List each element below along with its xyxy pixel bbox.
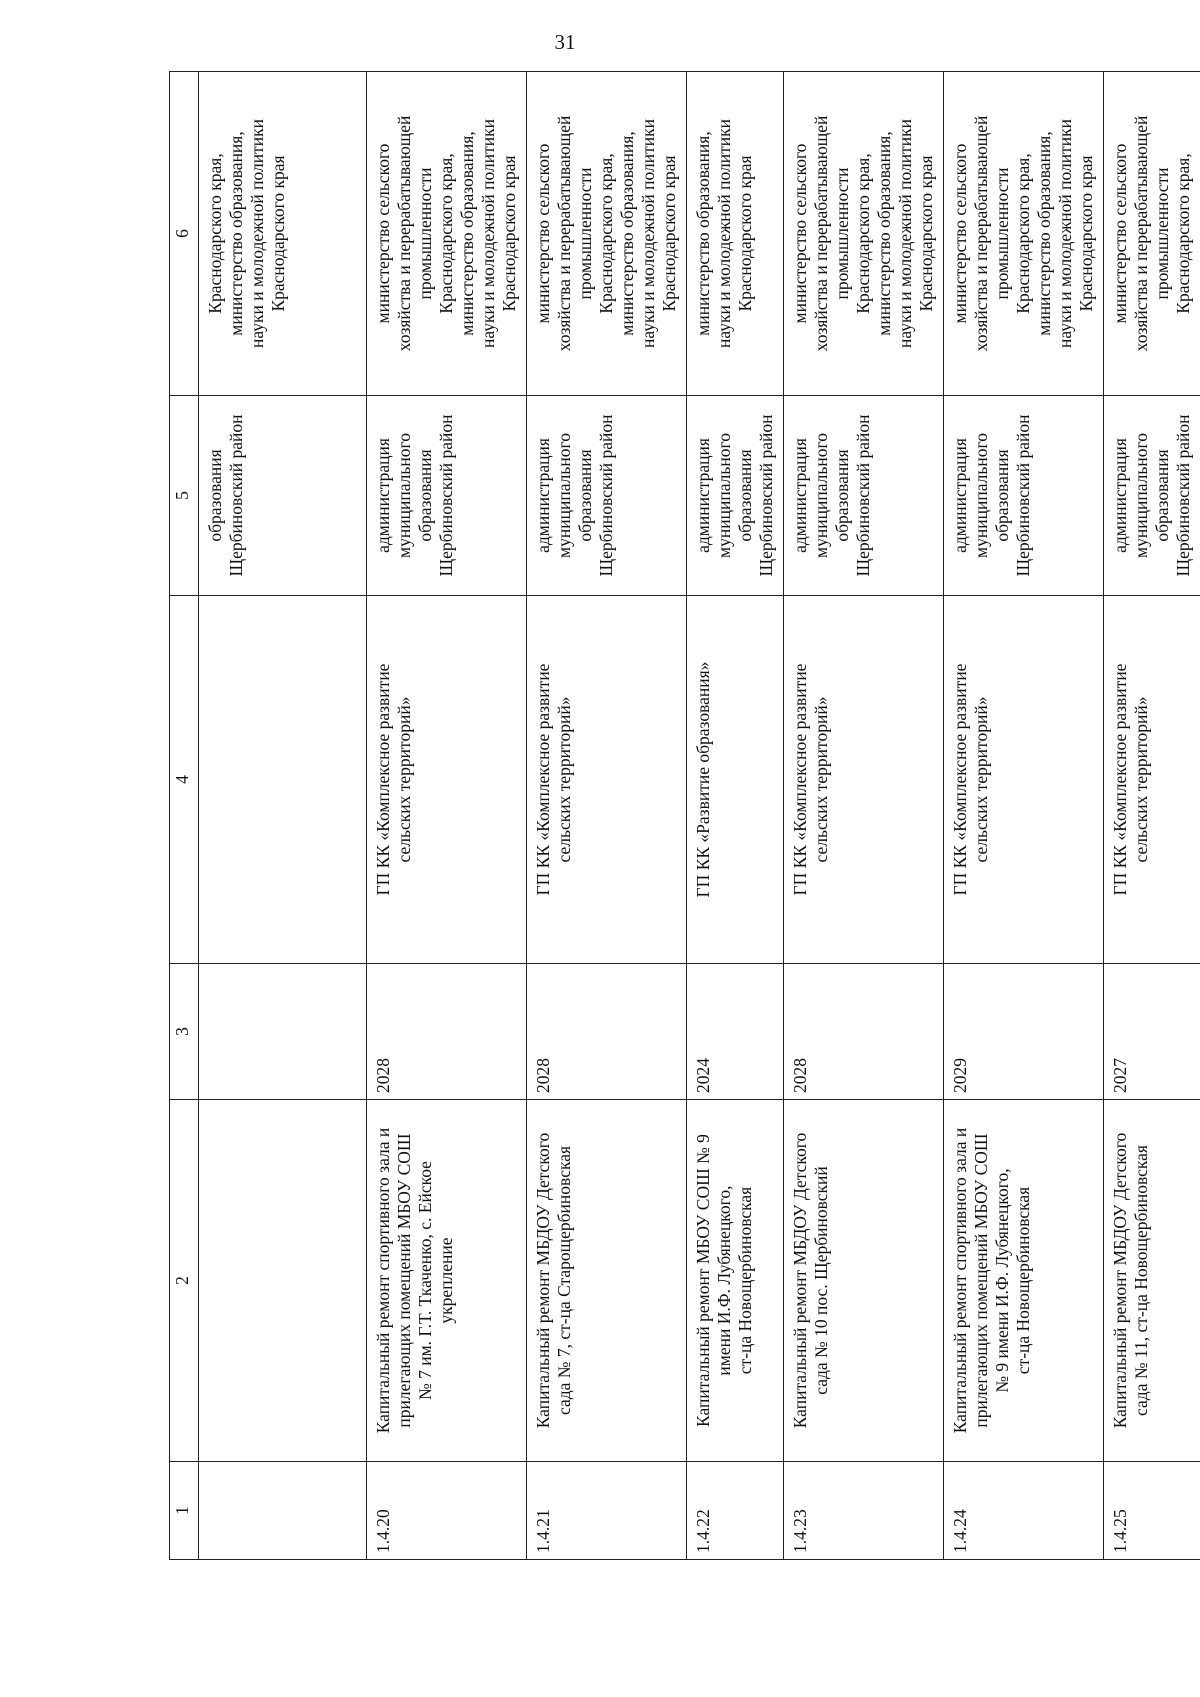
program-cell [527,596,687,964]
executor-line: образования [832,449,852,542]
coexecutor-line: науки и молодежной политики [478,118,498,349]
program-cell [687,596,784,964]
measure-name-line: сада № 7, ст-ца Старощербиновская [554,1145,574,1416]
coexecutor-line: хозяйства и перерабатывающей [394,115,414,352]
coexecutor-line: Краснодарского края, [853,153,873,314]
program-line: ГП КК «Развитие образования» [693,661,713,898]
executor-line: Щербиновский район [853,414,873,577]
executor-line: муниципального [811,433,831,558]
program-line: ГП КК «Комплексное развитие [533,663,553,896]
coexecutor-line: министерство сельского [1110,143,1130,324]
coexecutor-cell [367,72,527,396]
year-cell: 2028 [527,964,687,1100]
executor-cell [1104,396,1200,596]
item-number-cell: 1.4.20 [367,1462,527,1560]
executor-cell [199,396,367,596]
executor-line: Щербиновский район [226,414,246,577]
coexecutor-line: Краснодарского края [735,155,755,312]
measure-name-line: прилегающих помещений МБОУ СОШ [394,1133,414,1428]
table-row [367,72,527,1560]
coexecutor-line: промышленности [575,167,595,300]
column-header-1: 1 [170,1462,199,1560]
program-cell [944,596,1104,964]
column-header-5: 5 [170,396,199,596]
program-line: ГП КК «Комплексное развитие [373,663,393,896]
item-number-cell: 1.4.21 [527,1462,687,1560]
item-number-cell [199,1462,367,1560]
coexecutor-line: министерство сельского [950,143,970,324]
coexecutor-line: хозяйства и перерабатывающей [554,115,574,352]
coexecutor-line: министерство сельского [373,143,393,324]
executor-cell [367,396,527,596]
item-number-cell: 1.4.22 [687,1462,784,1560]
executor-line: муниципального [971,433,991,558]
executor-line: Щербиновский район [756,414,776,577]
measure-name-line: прилегающих помещений МБОУ СОШ [971,1133,991,1428]
coexecutor-line: промышленности [415,167,435,300]
measure-name-line: № 7 им. Г.Т. Ткаченко, с. Ейское [415,1161,435,1400]
coexecutor-line: науки и молодежной политики [247,118,267,349]
coexecutor-line: министерство образования, [1034,131,1054,336]
executor-line: муниципального [554,433,574,558]
program-line: сельских территорий» [971,696,991,863]
page-number: 31 [554,30,576,54]
measure-name-line: Капитальный ремонт МБДОУ Детского [533,1132,553,1429]
measure-name-line: Капитальный ремонт спортивного зала и [373,1127,393,1434]
item-number-cell: 1.4.25 [1104,1462,1200,1560]
executor-line: администрация [790,438,810,553]
executor-line: образования [205,449,225,542]
program-line: сельских территорий» [554,696,574,863]
table-row [527,72,687,1560]
executor-line: администрация [1110,438,1130,553]
table-row [944,72,1104,1560]
coexecutor-line: науки и молодежной политики [895,118,915,349]
coexecutor-cell [944,72,1104,396]
year-cell: 2027 [1104,964,1200,1100]
measure-name-line: укрепление [436,1237,456,1324]
coexecutor-cell [687,72,784,396]
coexecutor-line: Краснодарского края [268,155,288,312]
coexecutor-cell [199,72,367,396]
measure-name-cell [527,1100,687,1462]
coexecutor-line: Краснодарского края, [596,153,616,314]
coexecutor-line: Краснодарского края [499,155,519,312]
measure-name-line: Капитальный ремонт МБОУ СОШ № 9 [693,1134,713,1427]
program-cell [367,596,527,964]
executor-line: Щербиновский район [436,414,456,577]
coexecutor-line: министерство сельского [790,143,810,324]
coexecutor-line: Краснодарского края, [1173,153,1193,314]
column-header-4: 4 [170,596,199,964]
coexecutor-line: хозяйства и перерабатывающей [811,115,831,352]
measures-table [169,71,1200,1560]
coexecutor-cell [784,72,944,396]
program-line: ГП КК «Комплексное развитие [950,663,970,896]
executor-line: Щербиновский район [1173,414,1193,577]
coexecutor-line: Краснодарского края, [205,153,225,314]
executor-cell [687,396,784,596]
coexecutor-line: министерство сельского [533,143,553,324]
program-cell [1104,596,1200,964]
coexecutor-line: Краснодарского края [659,155,679,312]
executor-line: образования [735,449,755,542]
coexecutor-line: министерство образования, [693,131,713,336]
year-cell: 2028 [367,964,527,1100]
coexecutor-line: министерство образования, [226,131,246,336]
item-number-cell: 1.4.24 [944,1462,1104,1560]
measure-name-line: Капитальный ремонт спортивного зала и [950,1127,970,1434]
executor-cell [944,396,1104,596]
executor-line: муниципального [714,433,734,558]
table-row [1104,72,1200,1560]
coexecutor-line: хозяйства и перерабатывающей [1131,115,1151,352]
coexecutor-line: промышленности [1152,167,1172,300]
measure-name-line: Капитальный ремонт МБДОУ Детского [790,1132,810,1429]
program-line: сельских территорий» [811,696,831,863]
executor-line: муниципального [1131,433,1151,558]
program-cell [199,596,367,964]
measure-name-cell [1104,1100,1200,1462]
year-cell: 2024 [687,964,784,1100]
rotated-table-container [169,72,1193,1560]
measure-name-line: ст-ца Новощербиновская [1013,1186,1033,1375]
table-row [687,72,784,1560]
coexecutor-line: науки и молодежной политики [638,118,658,349]
coexecutor-line: промышленности [832,167,852,300]
executor-line: образования [1152,449,1172,542]
measure-name-cell [944,1100,1104,1462]
coexecutor-line: Краснодарского края [1076,155,1096,312]
coexecutor-line: хозяйства и перерабатывающей [971,115,991,352]
header-row [170,72,199,1560]
item-number-cell: 1.4.23 [784,1462,944,1560]
program-line: сельских территорий» [394,696,414,863]
column-header-3: 3 [170,964,199,1100]
year-cell: 2028 [784,964,944,1100]
coexecutor-line: промышленности [992,167,1012,300]
executor-line: Щербиновский район [1013,414,1033,577]
executor-cell [784,396,944,596]
coexecutor-line: Краснодарского края, [436,153,456,314]
program-line: ГП КК «Комплексное развитие [790,663,810,896]
measure-name-line: Капитальный ремонт МБДОУ Детского [1110,1132,1130,1429]
column-header-2: 2 [170,1100,199,1462]
measure-name-line: сада № 10 пос. Щербиновский [811,1166,831,1395]
coexecutor-line: министерство образования, [874,131,894,336]
coexecutor-cell [1104,72,1200,396]
year-cell: 2029 [944,964,1104,1100]
coexecutor-line: Краснодарского края [916,155,936,312]
program-line: ГП КК «Комплексное развитие [1110,663,1130,896]
coexecutor-line: науки и молодежной политики [714,118,734,349]
executor-cell [527,396,687,596]
coexecutor-line: Краснодарского края, [1013,153,1033,314]
table-row [199,72,367,1560]
executor-line: муниципального [394,433,414,558]
coexecutor-line: науки и молодежной политики [1055,118,1075,349]
executor-line: образования [415,449,435,542]
coexecutor-cell [527,72,687,396]
table-body [199,72,1200,1560]
executor-line: администрация [373,438,393,553]
coexecutor-line: министерство образования, [457,131,477,336]
measure-name-cell [687,1100,784,1462]
executor-line: Щербиновский район [596,414,616,577]
measure-name-cell [199,1100,367,1462]
measure-name-line: имени И.Ф. Лубянецкого, [714,1185,734,1376]
year-cell [199,964,367,1100]
executor-line: образования [992,449,1012,542]
measure-name-line: сада № 11, ст-ца Новощербиновская [1131,1145,1151,1416]
measure-name-line: ст-ца Новощербиновская [735,1186,755,1375]
program-line: сельских территорий» [1131,696,1151,863]
table-row [784,72,944,1560]
executor-line: администрация [693,438,713,553]
executor-line: администрация [950,438,970,553]
measure-name-cell [784,1100,944,1462]
measure-name-line: № 9 имени И.Ф. Лубянецкого, [992,1168,1012,1393]
executor-line: образования [575,449,595,542]
column-header-6: 6 [170,72,199,396]
executor-line: администрация [533,438,553,553]
coexecutor-line: министерство образования, [617,131,637,336]
program-cell [784,596,944,964]
measure-name-cell [367,1100,527,1462]
